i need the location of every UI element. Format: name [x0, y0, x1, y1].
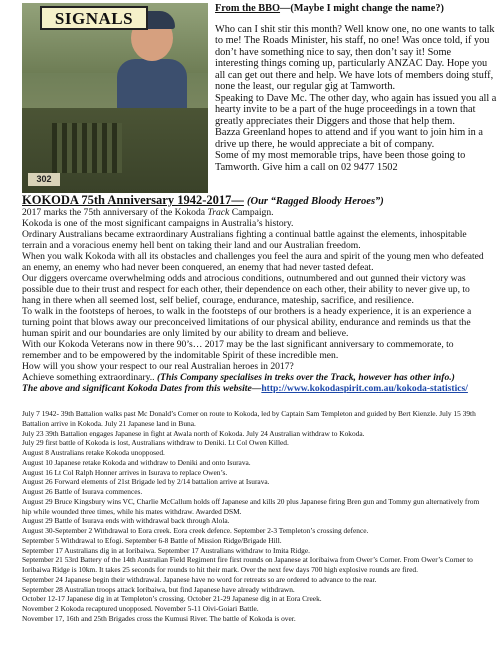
kokoda-paragraph: How will you show your respect to our real Australian heroes in 2017?	[22, 361, 294, 372]
timeline-entry: November 2 Kokoda recaptured unopposed. November 5-11 Oivi-Goiari Battle.	[22, 604, 259, 613]
timeline-entry: September 21 53rd Battery of the 14th Australian Field Regiment fire first rounds on Japanese at Ioribaiwa from Ower’s Corner. From Ower’s Corner to Ioribaiwa Ridge is 10km. It takes 25 seconds for rounds to hit their mark. Over the next few days 700 high explosive rounds are fired.	[22, 555, 473, 574]
bbo-heading	[215, 3, 497, 15]
kokoda-intro: 2017 marks the 75th anniversary of the Kokoda Track Campaign.	[22, 207, 274, 218]
kokoda-paragraph: Kokoda is one of the most significant campaigns in Australia’s history.	[22, 218, 294, 229]
timeline-entry: August 10 Japanese retake Kokoda and withdraw to Deniki and onto Isurava.	[22, 457, 251, 467]
kokoda-statistics-link[interactable]: http://www.kokodaspirit.com.au/kokoda-statistics/	[261, 383, 468, 394]
photo-jeep-grille	[52, 123, 122, 173]
kokoda-paragraph: Our diggers overcame overwhelming odds and atrocious conditions, outnumbered and out gunned their victory was possible due to their trust and respect for each other, their dependence on each other, their ability to never give up, to hang in there when all seemed lost, self belief, courage, endurance, mateship, sacrifice, and resilience.	[22, 273, 470, 306]
bbo-heading-title: From the BBO	[215, 3, 281, 14]
kokoda-paragraph: When you walk Kokoda with all its obstacles and challenges you feel the aura and spirit of the young men who defeated an enemy, an enemy who had never been conquered, an enemy that had never tasted defeat.	[22, 251, 484, 273]
timeline-entry: August 30-September 2 Withdrawal to Eora creek. Eora creek defence. September 2-3 Templeton’s crossing defence.	[22, 526, 369, 535]
bbo-paragraph: Bazza Greenland hopes to attend and if you want to join him in a drive up there, he would appreciate a bit of company.	[215, 127, 483, 150]
timeline-entry: September 28 Australian troops attack Ioribaiwa, but find Japanese have already withdrawn.	[22, 584, 295, 594]
kokoda-paragraph: Ordinary Australians became extraordinary Australians fighting a continual battle against the elements, inhospitable terrain and a voracious enemy hell bent on taking their land and our Australian freedom.	[22, 229, 467, 251]
signals-badge: SIGNALS	[40, 6, 148, 30]
timeline-entry: September 24 Japanese begin their withdrawal. Japanese have no word for retreats so are ordered to advance to the rear.	[22, 574, 377, 584]
kokoda-dates-intro: The above and significant Kokoda Dates from this website—http://www.kokodaspirit.com.au/kokoda-statistics/	[22, 383, 468, 394]
timeline-entry: September 17 Australians dig in at Ioribaiwa. September 17 Australians withdraw to Imita Ridge.	[22, 545, 310, 555]
timeline-entry: July 7 1942- 39th Battalion walks past Mc Donald’s Corner on route to Kokoda, led by Captain Sam Templeton and guided by Bert Kienzle. July 15 39th Battalion arrive in Kokoda. July 21 Japanese land in Buna.	[22, 409, 476, 428]
timeline-entry: November 17, 16th and 25th Brigades cross the Kumusi River. The battle of Kokoda is over.	[22, 613, 296, 623]
kokoda-achieve: Achieve something extraordinary.. (This Company specialises in treks over the Track, however has other info.)	[22, 372, 455, 383]
photo-plate: 302	[28, 173, 60, 186]
bbo-paragraph: Some of my most memorable trips, have been those going to Tamworth. Give him a call on 02 9477 1502	[215, 150, 466, 173]
kokoda-timeline	[22, 409, 488, 624]
timeline-entry: September 5 Withdrawal to Efogi. September 6-8 Battle of Mission Ridge/Brigade Hill.	[22, 535, 282, 545]
timeline-entry: August 26 Battle of Isurava commences.	[22, 487, 143, 496]
kokoda-subtitle: (Our “Ragged Bloody Heroes”)	[247, 196, 384, 207]
kokoda-title-main: KOKODA 75th Anniversary 1942-2017—	[22, 193, 244, 207]
timeline-entry: August 16 Lt Col Ralph Honner arrives in Isurava to replace Owen’s.	[22, 467, 228, 477]
timeline-entry: August 29 Battle of Isurava ends with withdrawal back through Alola.	[22, 516, 230, 526]
timeline-entry: August 29 Bruce Kingsbury wins VC, Charlie McCallum holds off Japanese and kills 20 plus Japanese firing Bren gun and Tommy gun alternatively from hip while wounded three times, while his mates withdraw. Awarded DSM.	[22, 496, 480, 516]
cover-photo	[22, 3, 208, 193]
kokoda-paragraph: To walk in the footsteps of heroes, to walk in the footsteps of our brothers is a heady experience, it is an experience a turning point that blows away our preconceived limitations of our physical ability, endurance and reminds us that the human spirit and our boundaries are only limited by our ability to dream and believe.	[22, 306, 472, 339]
timeline-entry: July 29 first battle of Kokoda is lost, Australians withdraw to Deniki. Lt Col Owen Killed.	[22, 438, 289, 448]
bbo-column	[215, 3, 497, 173]
bbo-heading-note: —(Maybe I might change the name?)	[280, 3, 444, 14]
kokoda-paragraph: With our Kokoda Veterans now in there 90’s… 2017 may be the last significant anniversary to commemorate, to remember and to be empowered by the indomitable Spirit of these incredible men.	[22, 339, 454, 361]
kokoda-article	[22, 207, 488, 394]
timeline-entry: July 23 39th Battalion engages Japanese in fight at Awala north of Kokoda. July 24 Australian withdraw to Kokoda.	[22, 428, 365, 438]
timeline-entry: August 8 Australians retake Kokoda unopposed.	[22, 448, 165, 457]
bbo-paragraph: Speaking to Dave Mc. The other day, who again has issued you all a hearty invite to be a part of the huge proceedings in a town that greatly appreciates their Diggers and those that help them.	[215, 92, 497, 127]
bbo-paragraph: Who can I shit stir this month? Well know one, no one wants to talk to me! The Roads Minister, his staff, no one! Was once told, if you don’t have something nice to say, then don’t say it! Some interesting things coming up, particularly ANZAC Day. Hope you all can get out there and help. We have lots of members doing stuff, none the least, our regular gig at Tamworth.	[215, 23, 495, 92]
timeline-entry: August 26 Forward elements of 21st Brigade led by 2/14 battalion arrive at Isurava.	[22, 477, 270, 487]
timeline-entry: October 12-17 Japanese dig in at Templeton’s crossing. October 21-29 Japanese dig in at Eora Creek.	[22, 594, 322, 604]
